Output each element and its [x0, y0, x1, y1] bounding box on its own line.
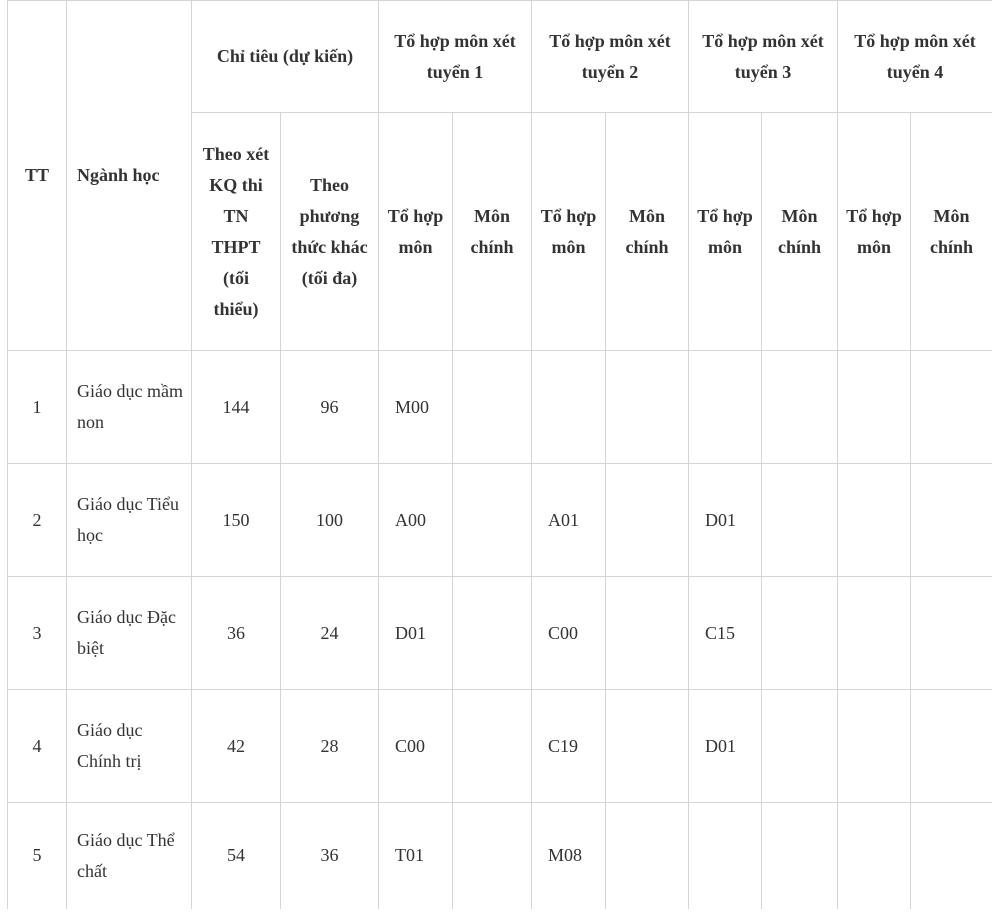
cell-to-hop-2: M08	[532, 803, 606, 909]
header-to-hop-4: Tổ hợp môn xét tuyển 4	[838, 1, 992, 113]
cell-mon-chinh-3	[762, 690, 838, 803]
cell-mon-chinh-1	[453, 464, 532, 577]
cell-tt: 1	[8, 351, 67, 464]
cell-mon-chinh-3	[762, 803, 838, 909]
cell-mon-chinh-1	[453, 351, 532, 464]
cell-mon-chinh-3	[762, 351, 838, 464]
cell-mon-chinh-2	[606, 351, 689, 464]
table-row	[8, 577, 992, 690]
cell-to-hop-4	[838, 577, 911, 690]
cell-kq: 144	[192, 351, 281, 464]
cell-mon-chinh-4	[911, 803, 992, 909]
cell-to-hop-1: T01	[379, 803, 453, 909]
cell-nganh: Giáo dục Thể chất	[67, 803, 192, 909]
cell-to-hop-1: C00	[379, 690, 453, 803]
header-nganh-hoc: Ngành học	[67, 1, 192, 351]
cell-to-hop-4	[838, 803, 911, 909]
header-to-hop-1: Tổ hợp môn xét tuyển 1	[379, 1, 532, 113]
header-to-hop-mon-4: Tổ hợp môn	[838, 113, 911, 351]
cell-to-hop-2: C19	[532, 690, 606, 803]
cell-mon-chinh-1	[453, 803, 532, 909]
cell-to-hop-3: D01	[689, 464, 762, 577]
cell-to-hop-4	[838, 690, 911, 803]
cell-khac: 28	[281, 690, 379, 803]
cell-mon-chinh-1	[453, 690, 532, 803]
header-row-1	[8, 1, 992, 113]
cell-nganh: Giáo dục Chính trị	[67, 690, 192, 803]
header-to-hop-mon-1: Tổ hợp môn	[379, 113, 453, 351]
cell-to-hop-2	[532, 351, 606, 464]
cell-to-hop-4	[838, 464, 911, 577]
cell-tt: 5	[8, 803, 67, 909]
cell-to-hop-3: C15	[689, 577, 762, 690]
cell-khac: 36	[281, 803, 379, 909]
cell-kq: 42	[192, 690, 281, 803]
header-tt: TT	[8, 1, 67, 351]
cell-to-hop-1: A00	[379, 464, 453, 577]
cell-tt: 4	[8, 690, 67, 803]
cell-mon-chinh-2	[606, 577, 689, 690]
header-theo-phuong-thuc: Theo phương thức khác (tối đa)	[281, 113, 379, 351]
cell-mon-chinh-3	[762, 464, 838, 577]
cell-to-hop-2: C00	[532, 577, 606, 690]
cell-nganh: Giáo dục Đặc biệt	[67, 577, 192, 690]
cell-mon-chinh-4	[911, 577, 992, 690]
header-mon-chinh-4: Môn chính	[911, 113, 992, 351]
table-row	[8, 690, 992, 803]
cell-to-hop-3	[689, 351, 762, 464]
header-theo-xet-kq: Theo xét KQ thi TN THPT (tối thiểu)	[192, 113, 281, 351]
header-to-hop-mon-3: Tổ hợp môn	[689, 113, 762, 351]
cell-nganh: Giáo dục Tiểu học	[67, 464, 192, 577]
cell-mon-chinh-4	[911, 690, 992, 803]
cell-kq: 54	[192, 803, 281, 909]
cell-to-hop-1: D01	[379, 577, 453, 690]
table-row	[8, 351, 992, 464]
header-mon-chinh-3: Môn chính	[762, 113, 838, 351]
header-to-hop-2: Tổ hợp môn xét tuyển 2	[532, 1, 689, 113]
cell-tt: 3	[8, 577, 67, 690]
cell-tt: 2	[8, 464, 67, 577]
header-chi-tieu: Chỉ tiêu (dự kiến)	[192, 1, 379, 113]
cell-mon-chinh-2	[606, 464, 689, 577]
cell-to-hop-4	[838, 351, 911, 464]
header-to-hop-3: Tổ hợp môn xét tuyển 3	[689, 1, 838, 113]
cell-mon-chinh-3	[762, 577, 838, 690]
cell-kq: 36	[192, 577, 281, 690]
cell-to-hop-2: A01	[532, 464, 606, 577]
cell-to-hop-3	[689, 803, 762, 909]
table-row	[8, 464, 992, 577]
cell-kq: 150	[192, 464, 281, 577]
cell-khac: 24	[281, 577, 379, 690]
header-to-hop-mon-2: Tổ hợp môn	[532, 113, 606, 351]
cell-mon-chinh-2	[606, 803, 689, 909]
cell-mon-chinh-2	[606, 690, 689, 803]
cell-to-hop-3: D01	[689, 690, 762, 803]
cell-mon-chinh-1	[453, 577, 532, 690]
table-row	[8, 803, 992, 909]
cell-mon-chinh-4	[911, 351, 992, 464]
cell-nganh: Giáo dục mầm non	[67, 351, 192, 464]
admission-quota-table	[7, 0, 992, 909]
cell-to-hop-1: M00	[379, 351, 453, 464]
cell-khac: 100	[281, 464, 379, 577]
cell-mon-chinh-4	[911, 464, 992, 577]
header-mon-chinh-1: Môn chính	[453, 113, 532, 351]
header-mon-chinh-2: Môn chính	[606, 113, 689, 351]
cell-khac: 96	[281, 351, 379, 464]
